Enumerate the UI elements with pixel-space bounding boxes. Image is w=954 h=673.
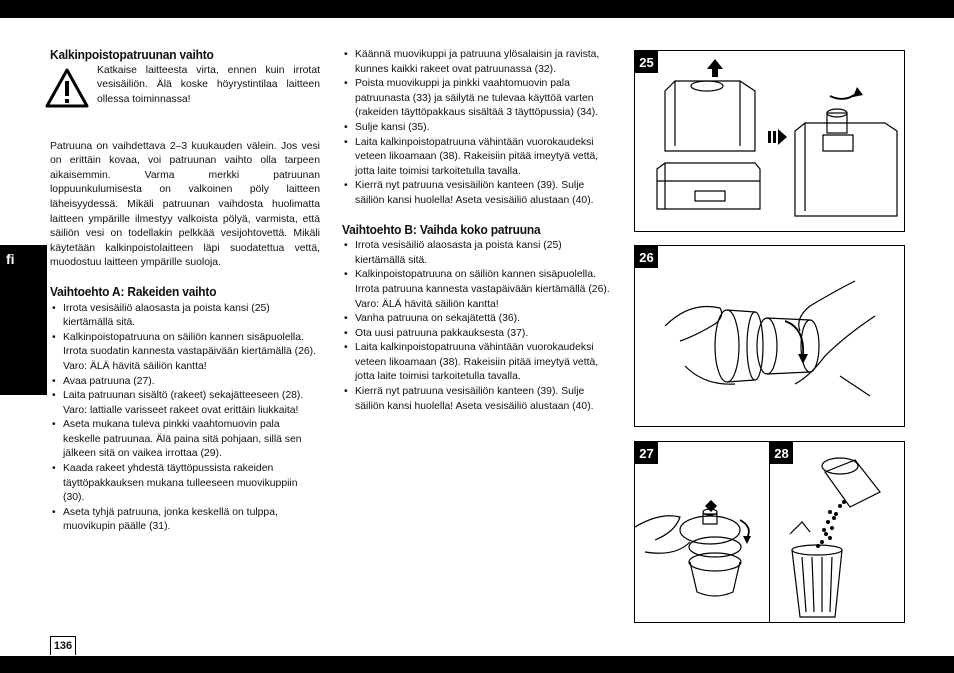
- list-item: • Kierrä nyt patruuna vesisäiliön kanteen (39). Sulje säiliön kansi huolella! Aseta vesisäiliö alustaan (40).: [342, 179, 612, 208]
- list-item: • Vanha patruuna on sekajätettä (36).: [342, 312, 612, 327]
- figure-26-number: 26: [635, 246, 658, 268]
- continued-list: [342, 48, 612, 209]
- list-item: • Kaada rakeet yhdestä täyttöpussista rakeiden täyttöpakkauksen mukana tulleeseen muovikuppiin (30).: [50, 462, 320, 506]
- figure-28: [769, 441, 905, 623]
- list-item: • Aseta mukana tuleva pinkki vaahtomuovin pala keskelle patruunaa. Älä paina sitä pohjaan, sillä sen jälkeen sitä on vaikea irrottaa (29).: [50, 418, 320, 462]
- figure-27-illustration: [635, 442, 769, 622]
- option-b-list: [342, 239, 612, 414]
- list-item: • Kalkinpoistopatruuna on säiliön kannen sisäpuolella. Irrota suodatin kannesta vastapäivään kiertämällä (26). Varo: ÄLÄ hävitä säiliön kantta!: [50, 331, 320, 375]
- list-item: • Aseta tyhjä patruuna, jonka keskellä on tulppa, muovikupin päälle (31).: [50, 506, 320, 535]
- figure-25-illustration: [635, 51, 904, 231]
- section-title-option-b: Vaihtoehto B: Vaihda koko patruuna: [342, 221, 541, 237]
- column-middle: [342, 48, 612, 414]
- bottom-bar: [0, 656, 954, 673]
- section-title-option-a: Vaihtoehto A: Rakeiden vaihto: [50, 283, 217, 299]
- warning-text: Katkaise laitteesta virta, ennen kuin irrotat vesisäiliön. Älä koske höyrystintilaa laitteen ollessa toiminnassa!: [97, 64, 320, 105]
- figure-27-number: 27: [635, 442, 658, 464]
- list-item: • Irrota vesisäiliö alaosasta ja poista kansi (25) kiertämällä sitä.: [342, 239, 612, 268]
- descaling-body-text: Patruuna on vaihdettava 2–3 kuukauden välein. Jos vesi on erittäin kovaa, voi patruunan vaihto olla tarpeen aikaisemmin. Varma merkki patruunan loppuunkulumisesta on valkoinen pöly laitteen läheisyydessä. Mikäli patruunan vaihdosta huolimatta laitteen ympärille ilmestyy valkoista pölyä, varmista, että säiliön vesi on todellakin pelkkää vesijohtovettä. Mikäli käytetään kalkinpoistolaitteen läpi suodatettua vettä, muodostuu laitteen ympärille suoloja.: [50, 140, 320, 269]
- top-bar: [0, 0, 954, 18]
- figure-25-number: 25: [635, 51, 658, 73]
- figure-28-illustration: [770, 442, 904, 622]
- list-item: • Laita kalkinpoistopatruuna vähintään vuorokaudeksi veteen likoamaan (38). Rakeisiin pitää imeytyä vettä, jotta laite toimisi tarkoitetulla tavalla.: [342, 341, 612, 385]
- warning-block: [50, 64, 320, 130]
- language-label: fi: [6, 251, 15, 267]
- list-item: • Laita patruunan sisältö (rakeet) sekajätteeseen (28). Varo: lattialle varisseet rakeet ovat erittäin liukkaita!: [50, 389, 320, 418]
- list-item: • Kalkinpoistopatruuna on säiliön kannen sisäpuolella. Irrota patruuna kannesta vastapäivään kiertämällä (26). Varo: ÄLÄ hävitä säiliön kantta!: [342, 268, 612, 312]
- list-item: • Laita kalkinpoistopatruuna vähintään vuorokaudeksi veteen likoamaan (38). Rakeisiin pitää imeytyä vettä, jotta laite toimisi tarkoitetulla tavalla.: [342, 136, 612, 180]
- figure-26-illustration: [635, 246, 904, 426]
- warning-triangle-icon: [45, 68, 89, 108]
- figure-27: [634, 441, 770, 623]
- figure-26: [634, 245, 905, 427]
- language-tab: [0, 245, 47, 395]
- list-item: • Sulje kansi (35).: [342, 121, 612, 136]
- figure-25: [634, 50, 905, 232]
- list-item: • Ota uusi patruuna pakkauksesta (37).: [342, 327, 612, 342]
- list-item: • Käännä muovikuppi ja patruuna ylösalaisin ja ravista, kunnes kaikki rakeet ovat patruunassa (32).: [342, 48, 612, 77]
- list-item: • Irrota vesisäiliö alaosasta ja poista kansi (25) kiertämällä sitä.: [50, 302, 320, 331]
- section-title-descaling: Kalkinpoistopatruunan vaihto: [50, 47, 214, 62]
- page-number: 136: [50, 636, 76, 655]
- list-item: • Kierrä nyt patruuna vesisäiliön kanteen (39). Sulje säiliön kansi huolella! Aseta vesisäiliö alustaan (40).: [342, 385, 612, 414]
- column-left: [50, 48, 320, 535]
- list-item: • Poista muovikuppi ja pinkki vaahtomuovin pala patruunasta (33) ja säilytä ne tulevaa käyttöä varten (rakeiden täyttöpakkaus sisältää 3 täyttöpussia) (34).: [342, 77, 612, 121]
- list-item: • Avaa patruuna (27).: [50, 375, 320, 390]
- figure-28-number: 28: [770, 442, 793, 464]
- option-a-list: [50, 302, 320, 536]
